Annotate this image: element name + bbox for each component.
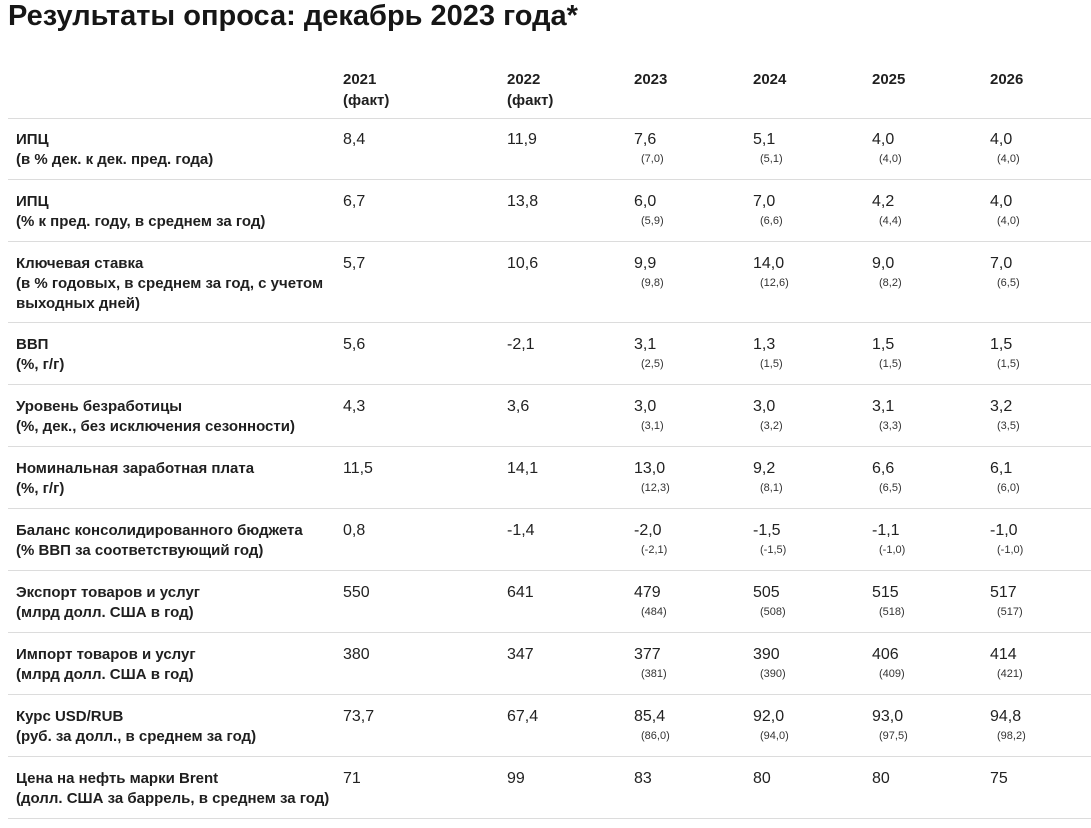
row-label	[16, 645, 336, 685]
indicator-name: ВВП	[16, 336, 49, 353]
cell-value: 9,9	[634, 255, 657, 272]
cell-value: 414	[990, 646, 1017, 663]
previous-forecast: (8,1)	[760, 482, 783, 494]
previous-forecast: (97,5)	[879, 730, 908, 742]
column-note: (факт)	[507, 92, 554, 109]
previous-forecast: (3,1)	[641, 420, 664, 432]
table-row	[8, 633, 1091, 695]
previous-forecast: (8,2)	[879, 277, 902, 289]
previous-forecast: (-2,1)	[641, 544, 668, 556]
cell-value: 9,0	[872, 255, 895, 272]
table-row	[8, 118, 1091, 180]
row-label	[16, 254, 336, 314]
previous-forecast: (381)	[641, 668, 667, 680]
indicator-unit: (млрд долл. США в год)	[16, 604, 194, 621]
cell-value: 479	[634, 584, 661, 601]
column-year: 2025	[872, 71, 906, 88]
cell-value: -1,5	[753, 522, 781, 539]
previous-forecast: (-1,0)	[879, 544, 906, 556]
cell-value: 5,6	[343, 336, 366, 353]
cell-value: 4,0	[990, 131, 1013, 148]
row-label	[16, 521, 336, 561]
previous-forecast: (4,0)	[997, 153, 1020, 165]
cell-value: -2,0	[634, 522, 662, 539]
previous-forecast: (518)	[879, 606, 905, 618]
indicator-unit: (млрд долл. США в год)	[16, 666, 194, 683]
previous-forecast: (-1,0)	[997, 544, 1024, 556]
previous-forecast: (484)	[641, 606, 667, 618]
row-label	[16, 335, 336, 375]
indicator-name: Импорт товаров и услуг	[16, 646, 196, 663]
previous-forecast: (-1,5)	[760, 544, 787, 556]
cell-value: 14,1	[507, 460, 539, 477]
previous-forecast: (12,3)	[641, 482, 670, 494]
cell-value: 3,1	[634, 336, 657, 353]
cell-value: 3,0	[753, 398, 776, 415]
previous-forecast: (6,6)	[760, 215, 783, 227]
cell-value: 73,7	[343, 708, 375, 725]
indicator-name: Цена на нефть марки Brent	[16, 770, 219, 787]
column-header-5	[990, 69, 1023, 90]
cell-value: 641	[507, 584, 534, 601]
previous-forecast: (7,0)	[641, 153, 664, 165]
previous-forecast: (508)	[760, 606, 786, 618]
cell-value: -2,1	[507, 336, 535, 353]
indicator-unit: (%, дек., без исключения сезонности)	[16, 418, 295, 435]
cell-value: 10,6	[507, 255, 539, 272]
cell-value: 5,1	[753, 131, 776, 148]
previous-forecast: (4,0)	[997, 215, 1020, 227]
cell-value: 75	[990, 770, 1008, 787]
indicator-name: Ключевая ставка	[16, 255, 144, 272]
cell-value: 7,6	[634, 131, 657, 148]
cell-value: 550	[343, 584, 370, 601]
indicator-name: Баланс консолидированного бюджета	[16, 522, 303, 539]
cell-value: 93,0	[872, 708, 904, 725]
indicator-name: Курс USD/RUB	[16, 708, 124, 725]
indicator-name: Уровень безработицы	[16, 398, 183, 415]
cell-value: 5,7	[343, 255, 366, 272]
cell-value: 94,8	[990, 708, 1022, 725]
column-year: 2022	[507, 71, 541, 88]
indicator-unit: (долл. США за баррель, в среднем за год)	[16, 790, 330, 807]
row-label	[16, 192, 336, 232]
previous-forecast: (409)	[879, 668, 905, 680]
indicator-unit: (в % дек. к дек. пред. года)	[16, 151, 214, 168]
cell-value: 380	[343, 646, 370, 663]
previous-forecast: (4,0)	[879, 153, 902, 165]
previous-forecast: (12,6)	[760, 277, 789, 289]
cell-value: 13,0	[634, 460, 666, 477]
column-header-0	[343, 69, 389, 111]
column-note: (факт)	[343, 92, 390, 109]
cell-value: 3,0	[634, 398, 657, 415]
column-year: 2024	[753, 71, 787, 88]
cell-value: 9,2	[753, 460, 776, 477]
cell-value: 406	[872, 646, 899, 663]
indicator-unit: (в % годовых, в среднем за год, с учетом выходных дней)	[16, 275, 324, 312]
cell-value: 4,2	[872, 193, 895, 210]
previous-forecast: (4,4)	[879, 215, 902, 227]
indicator-name: Экспорт товаров и услуг	[16, 584, 201, 601]
column-header-3	[753, 69, 786, 90]
previous-forecast: (3,2)	[760, 420, 783, 432]
table-row	[8, 180, 1091, 242]
cell-value: 4,3	[343, 398, 366, 415]
cell-value: 92,0	[753, 708, 785, 725]
cell-value: 505	[753, 584, 780, 601]
cell-value: 347	[507, 646, 534, 663]
cell-value: 85,4	[634, 708, 666, 725]
previous-forecast: (6,5)	[879, 482, 902, 494]
previous-forecast: (1,5)	[997, 358, 1020, 370]
cell-value: -1,1	[872, 522, 900, 539]
previous-forecast: (1,5)	[760, 358, 783, 370]
cell-value: 99	[507, 770, 525, 787]
cell-value: 3,2	[990, 398, 1013, 415]
previous-forecast: (9,8)	[641, 277, 664, 289]
cell-value: 3,6	[507, 398, 530, 415]
previous-forecast: (5,9)	[641, 215, 664, 227]
cell-value: 7,0	[990, 255, 1013, 272]
table-header	[8, 58, 1091, 119]
indicator-name: ИПЦ	[16, 131, 49, 148]
cell-value: 6,0	[634, 193, 657, 210]
indicator-unit: (руб. за долл., в среднем за год)	[16, 728, 257, 745]
previous-forecast: (390)	[760, 668, 786, 680]
cell-value: 80	[753, 770, 771, 787]
cell-value: 377	[634, 646, 661, 663]
row-label	[16, 459, 336, 499]
cell-value: 6,1	[990, 460, 1013, 477]
table-row	[8, 385, 1091, 447]
cell-value: 517	[990, 584, 1017, 601]
previous-forecast: (86,0)	[641, 730, 670, 742]
cell-value: 71	[343, 770, 361, 787]
column-year: 2021	[343, 71, 377, 88]
column-header-4	[872, 69, 905, 90]
previous-forecast: (517)	[997, 606, 1023, 618]
previous-forecast: (94,0)	[760, 730, 789, 742]
column-year: 2023	[634, 71, 668, 88]
indicator-name: ИПЦ	[16, 193, 49, 210]
column-header-1	[507, 69, 553, 111]
row-label	[16, 397, 336, 437]
column-header-2	[634, 69, 667, 90]
cell-value: 515	[872, 584, 899, 601]
cell-value: 11,9	[507, 131, 537, 148]
column-year: 2026	[990, 71, 1024, 88]
indicator-unit: (% к пред. году, в среднем за год)	[16, 213, 266, 230]
cell-value: 0,8	[343, 522, 366, 539]
indicator-unit: (% ВВП за соответствующий год)	[16, 542, 264, 559]
cell-value: 4,0	[872, 131, 895, 148]
page-title: Результаты опроса: декабрь 2023 года*	[8, 0, 578, 32]
previous-forecast: (5,1)	[760, 153, 783, 165]
cell-value: 6,6	[872, 460, 895, 477]
row-label	[16, 707, 336, 747]
cell-value: -1,4	[507, 522, 535, 539]
cell-value: 83	[634, 770, 652, 787]
table-row	[8, 447, 1091, 509]
previous-forecast: (3,3)	[879, 420, 902, 432]
table-row	[8, 695, 1091, 757]
cell-value: 67,4	[507, 708, 539, 725]
table-row	[8, 323, 1091, 385]
previous-forecast: (1,5)	[879, 358, 902, 370]
indicator-unit: (%, г/г)	[16, 480, 65, 497]
table-row	[8, 509, 1091, 571]
cell-value: 3,1	[872, 398, 895, 415]
previous-forecast: (6,5)	[997, 277, 1020, 289]
table-row	[8, 571, 1091, 633]
cell-value: 4,0	[990, 193, 1013, 210]
cell-value: 6,7	[343, 193, 366, 210]
row-label	[16, 583, 336, 623]
table-row	[8, 242, 1091, 323]
row-label	[16, 769, 336, 809]
table-row	[8, 757, 1091, 819]
cell-value: -1,0	[990, 522, 1018, 539]
cell-value: 14,0	[753, 255, 785, 272]
cell-value: 390	[753, 646, 780, 663]
cell-value: 8,4	[343, 131, 366, 148]
cell-value: 13,8	[507, 193, 539, 210]
previous-forecast: (98,2)	[997, 730, 1026, 742]
previous-forecast: (2,5)	[641, 358, 664, 370]
cell-value: 1,5	[990, 336, 1013, 353]
cell-value: 11,5	[343, 460, 373, 477]
row-label	[16, 130, 336, 170]
cell-value: 80	[872, 770, 890, 787]
cell-value: 1,3	[753, 336, 776, 353]
previous-forecast: (421)	[997, 668, 1023, 680]
indicator-name: Номинальная заработная плата	[16, 460, 255, 477]
previous-forecast: (6,0)	[997, 482, 1020, 494]
indicator-unit: (%, г/г)	[16, 356, 65, 373]
previous-forecast: (3,5)	[997, 420, 1020, 432]
cell-value: 1,5	[872, 336, 895, 353]
cell-value: 7,0	[753, 193, 776, 210]
